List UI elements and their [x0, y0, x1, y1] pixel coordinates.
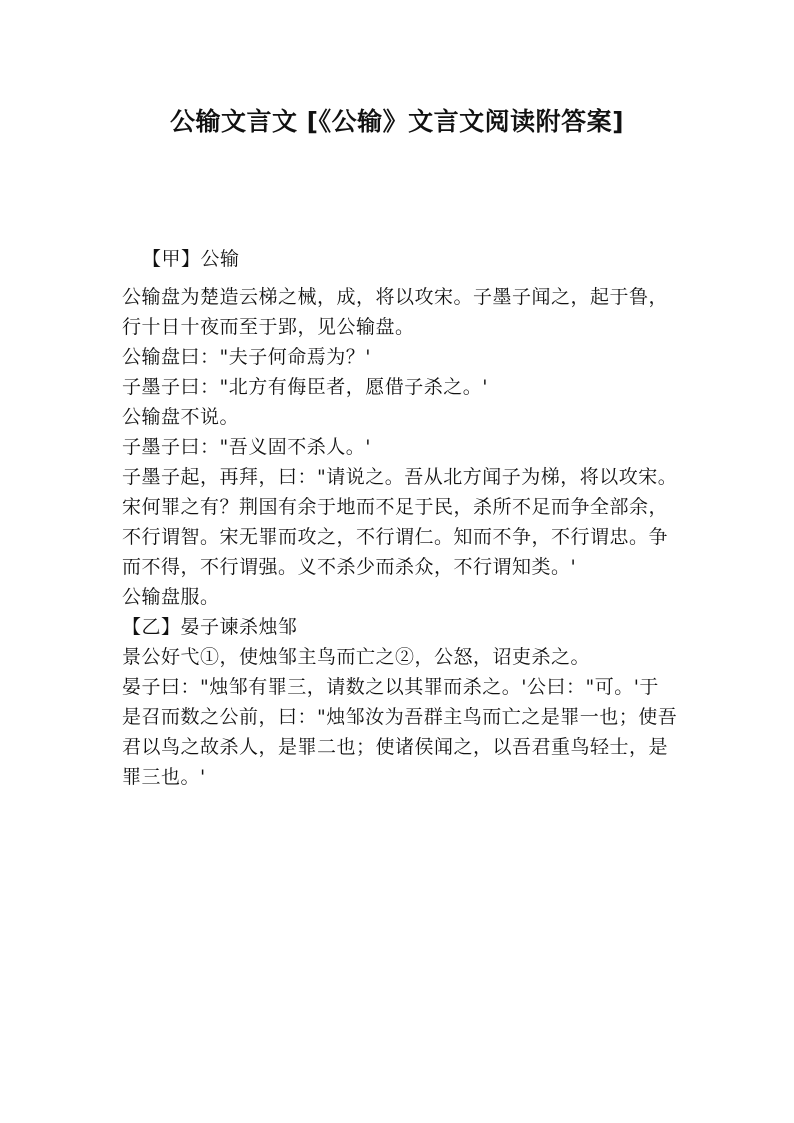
section-heading-jia: 【甲】公输	[142, 248, 240, 270]
paragraph: 子墨子起，再拜，曰："请说之。吾从北方闻子为梯，将以攻宋。宋何罪之有？荆国有余于地而不足于民，杀所不足而争全部余，不行谓智。宋无罪而攻之，不行谓仁。知而不争，不行谓忠。争而不得，不行谓强。义不杀少而杀众，不行谓知类。'	[122, 466, 678, 578]
paragraph: 公输盘曰："夫子何命焉为？'	[122, 346, 371, 368]
paragraph: 公输盘不说。	[122, 406, 240, 428]
paragraph: 子墨子曰："吾义固不杀人。'	[122, 436, 371, 458]
paragraph: 晏子曰："烛邹有罪三，请数之以其罪而杀之。'公曰："可。'于是召而数之公前，曰："烛邹汝为吾群主鸟而亡之是罪一也；使吾君以鸟之故杀人，是罪二也；使诸侯闻之，以吾君重鸟轻士，是罪三也。'	[122, 676, 678, 788]
section-heading-yi: 【乙】晏子谏杀烛邹	[122, 616, 298, 638]
document-title: 公输文言文 [《公输》文言文阅读附答案]	[169, 107, 625, 136]
paragraph: 子墨子曰："北方有侮臣者，愿借子杀之。'	[122, 376, 488, 398]
paragraph: 景公好弋①，使烛邹主鸟而亡之②，公怒，诏吏杀之。	[122, 646, 591, 668]
paragraph: 公输盘服。	[122, 586, 220, 608]
paragraph: 公输盘为楚造云梯之械，成，将以攻宋。子墨子闻之，起于鲁，行十日十夜而至于郢，见公输盘。	[122, 286, 669, 338]
document-body	[122, 244, 678, 792]
